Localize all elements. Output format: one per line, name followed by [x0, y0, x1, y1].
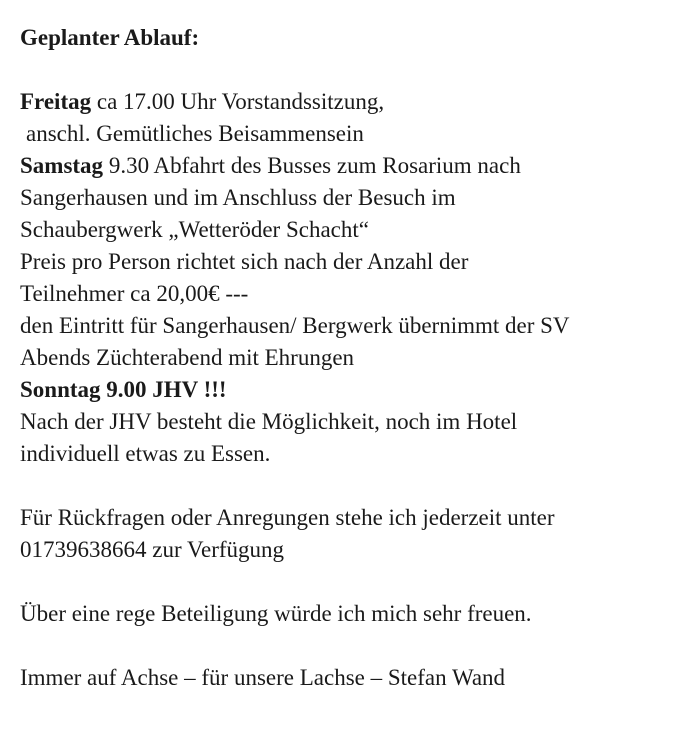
friday-label: Freitag — [20, 89, 92, 114]
document-heading: Geplanter Ablauf: — [20, 25, 200, 50]
friday-text: ca 17.00 Uhr Vorstandssitzung, — [91, 89, 385, 114]
spacer — [20, 566, 695, 598]
spacer — [20, 630, 695, 662]
sunday-detail-line: individuell etwas zu Essen. — [20, 441, 271, 466]
friday-continuation: anschl. Gemütliches Beisammensein — [26, 121, 364, 146]
saturday-detail-line: Preis pro Person richtet sich nach der Anzahl der — [20, 249, 469, 274]
sunday-line: Sonntag 9.00 JHV !!! — [20, 377, 227, 402]
closing-line: Über eine rege Beteiligung würde ich mich sehr freuen. — [20, 601, 532, 626]
saturday-text: 9.30 Abfahrt des Busses zum Rosarium nach — [103, 153, 521, 178]
saturday-line — [20, 150, 695, 182]
friday-line — [20, 86, 695, 118]
saturday-label: Samstag — [20, 153, 104, 178]
saturday-detail-line: den Eintritt für Sangerhausen/ Bergwerk übernimmt der SV — [20, 313, 570, 338]
signature-line: Immer auf Achse – für unsere Lachse – Stefan Wand — [20, 665, 506, 690]
saturday-detail-line: Teilnehmer ca 20,00€ --- — [20, 281, 249, 306]
saturday-detail-line: Sangerhausen und im Anschluss der Besuch im — [20, 185, 456, 210]
spacer — [20, 470, 695, 502]
document-body — [20, 22, 695, 694]
saturday-detail-line: Abends Züchterabend mit Ehrungen — [20, 345, 355, 370]
contact-line: Für Rückfragen oder Anregungen stehe ich jederzeit unter — [20, 505, 555, 530]
spacer — [20, 54, 695, 86]
saturday-detail-line: Schaubergwerk „Wetteröder Schacht“ — [20, 217, 369, 242]
contact-line: 01739638664 zur Verfügung — [20, 537, 285, 562]
sunday-detail-line: Nach der JHV besteht die Möglichkeit, noch im Hotel — [20, 409, 518, 434]
